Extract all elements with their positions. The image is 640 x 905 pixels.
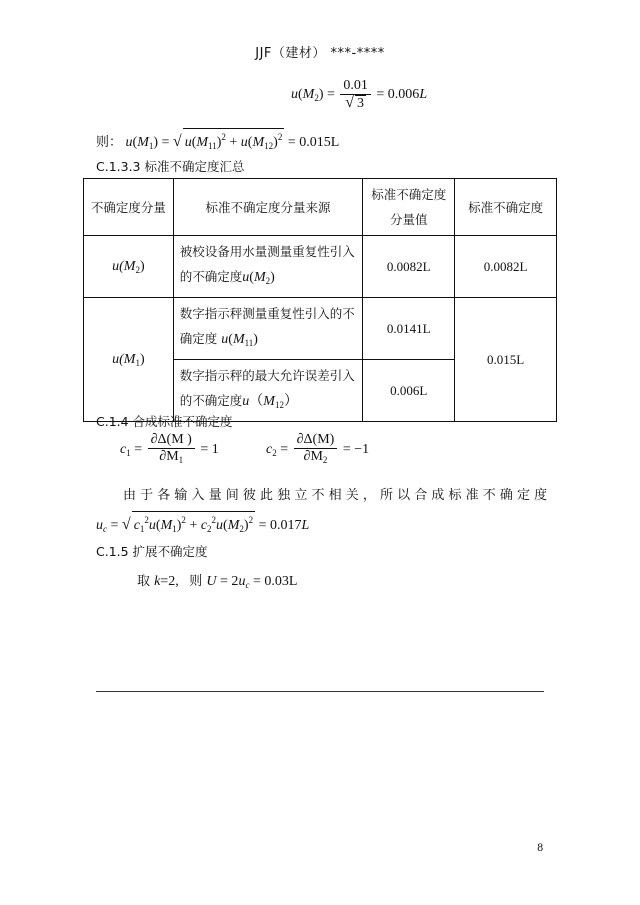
table-header: 标准不确定度 <box>455 179 557 236</box>
section-heading-c133: C.1.3.3 标准不确定度汇总 <box>96 159 245 174</box>
source-cell: 被校设备用水量测量重复性引入 的不确定度$u(M_2)$ <box>173 236 362 298</box>
table-header: 标准不确定度分量值 <box>363 179 455 236</box>
component-cell: $u(M_2)$ <box>84 236 174 298</box>
equation-uc: $u_c$ = √ $c_1^2u(M_1)^2 + c_2^2u(M_2)^2 = 0.017L$ <box>96 511 309 537</box>
value-cell: 0.0082L <box>363 236 455 298</box>
fraction: $\frac{0.01}{√ 3}$ <box>340 78 371 112</box>
table-row <box>84 298 557 360</box>
page-header: JJF（建材） ***-**** <box>255 46 385 61</box>
table-row <box>84 236 557 298</box>
table-header: 不确定度分量 <box>84 179 174 236</box>
footer-rule <box>96 691 544 692</box>
component-cell: $u(M_1)$ <box>84 298 174 422</box>
equation-expanded-uncertainty: 取 k=2, 则 $U = 2u_c = 0.03L$ <box>137 574 298 590</box>
page-number: 8 <box>537 843 544 854</box>
equation-c2: $c_2$ = $\frac{\partial\Delta(M)}{\partial M_2}$ = −1 <box>266 432 370 465</box>
value-cell: 0.006L <box>363 360 455 422</box>
source-cell: 数字指示秤的最大允许误差引入 的不确定度$u(M_{12})$ <box>173 360 362 422</box>
source-cell: 数字指示秤测量重复性引入的不 确定度 $u(M_{11})$ <box>173 298 362 360</box>
value-cell: 0.0141L <box>363 298 455 360</box>
paragraph-independence: 由 于 各 输 入 量 间 彼 此 独 立 不 相 关 ， 所 以 合 成 标 准 不 确 定 度 <box>123 488 548 503</box>
std-uncertainty-cell: 0.0082L <box>455 236 557 298</box>
equation-u-m2: $u(M_2)$ = $\frac{0.01}{√ 3}$ = 0.006L <box>291 78 428 111</box>
table-header-row <box>84 179 557 236</box>
table-header: 标准不确定度分量来源 <box>173 179 362 236</box>
section-heading-c14: C.1.4 合成标准不确定度 <box>96 414 233 429</box>
equation-c1: $c_1$ = $\frac{\partial\Delta(M )}{\partial M_1}$ = 1 <box>120 432 219 465</box>
uncertainty-summary-table <box>83 178 557 422</box>
std-uncertainty-cell: 0.015L <box>455 298 557 422</box>
equation-u-m1: 则： $u(M_1)$ = √ $u(M_{11})^2 + u(M_{12})^2 = 0.015L$ <box>96 128 339 154</box>
section-heading-c15: C.1.5 扩展不确定度 <box>96 544 208 559</box>
